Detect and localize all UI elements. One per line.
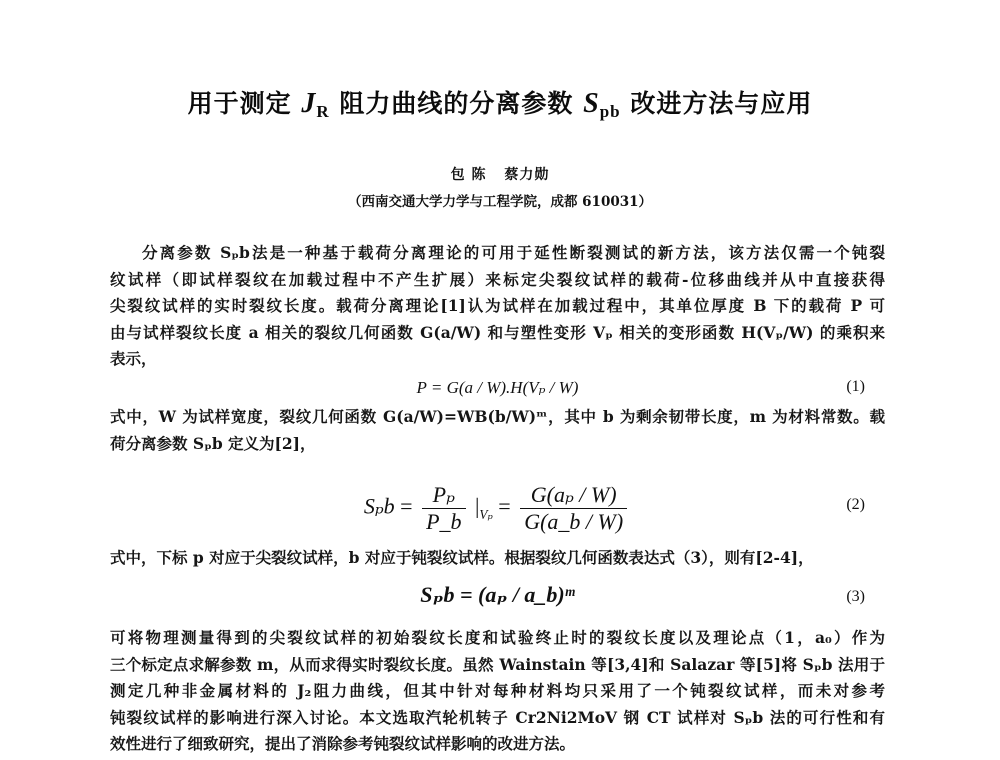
equation-2-fraction-2: $\frac{\text{G(aₚ / W)}}{G(a\_b / W)}$	[520, 482, 627, 535]
paragraph-4-line: 效性进行了细致研究，提出了消除参考钝裂纹试样影响的改进方法。	[110, 734, 576, 753]
paragraph-1-line: 尖裂纹试样的实时裂纹长度。载荷分离理论[1]认为试样在加载过程中，其单位厚度 B 下的载荷 P 可	[110, 296, 885, 315]
authors	[0, 164, 1000, 184]
equation-2-bar-sub: Vₚ	[479, 506, 493, 522]
paragraph-1-line: 由与试样裂纹长度 a 相关的裂纹几何函数 G(a/W) 和与塑性变形 Vₚ 相关的变形函数 H(Vₚ/W) 的乘积来	[110, 322, 885, 342]
paragraph-2-line: 式中，W 为试样宽度，裂纹几何函数 G(a/W)=WB(b/W)ᵐ，其中 b 为剩余韧带长度，m 为材料常数。载	[110, 407, 885, 426]
paragraph-1	[110, 240, 885, 373]
paragraph-4	[110, 625, 885, 758]
equation-3-number: (3)	[846, 588, 865, 605]
author-1: 包 陈	[450, 167, 487, 183]
paragraph-3-line: 式中，下标 p 对应于尖裂纹试样，b 对应于钝裂纹试样。根据裂纹几何函数表达式（3），则有[2-4]，	[110, 548, 814, 567]
equation-2-number: (2)	[846, 496, 865, 513]
paragraph-4-line: 三个标定点求解参数 m，从而求得实时裂纹长度。虽然 Wainstain 等[3,4]和 Salazar 等[5]将 Sₚb 法用于	[110, 654, 885, 674]
paragraph-4-line: 测定几种非金属材料的 J₂阻力曲线，但其中针对每种材料均只采用了一个钝裂纹试样，而未对参考	[110, 681, 885, 700]
title-suffix: 改进方法与应用	[630, 89, 813, 118]
paper-title	[0, 84, 1000, 122]
equation-1-body: P = G(a / W).H(Vₚ / W)	[416, 378, 579, 397]
paragraph-1-line: 纹试样（即试样裂纹在加载过程中不产生扩展）来标定尖裂纹试样的载荷-位移曲线并从中直接获得	[110, 269, 885, 289]
paragraph-4-line: 钝裂纹试样的影响进行深入讨论。本文选取汽轮机转子 Cr2Ni2MoV 钢 CT 试样对 Sₚb 法的可行性和有	[110, 707, 885, 727]
paragraph-2-line: 荷分离参数 Sₚb 定义为[2]，	[110, 433, 316, 453]
equation-1-number: (1)	[846, 378, 865, 395]
paragraph-4-line: 可将物理测量得到的尖裂纹试样的初始裂纹长度和试验终止时的裂纹长度以及理论点（1，a₀）作为	[110, 628, 885, 647]
equation-2-body: Sₚb = $\frac{\text{Pₚ}}{P\_b}$ $|_{V_p}$ = $\frac{\text{G(aₚ / W)}}{G(a\_b / W)}$	[110, 482, 885, 535]
paragraph-1-line: 分离参数 Sₚb法是一种基于载荷分离理论的可用于延性断裂测试的新方法，该方法仅需一个钝裂	[142, 243, 885, 262]
s-symbol: $S_{pb}$	[583, 88, 621, 121]
title-middle: 阻力曲线的分离参数	[339, 89, 574, 118]
equation-2-lhs: Sₚb	[363, 493, 395, 519]
author-2: 蔡力勋	[504, 167, 550, 183]
paragraph-3	[110, 545, 885, 572]
equation-2	[110, 478, 885, 544]
equation-3	[110, 582, 885, 618]
equation-3-body: Sₚb = (aₚ / a_b)ᵐ	[420, 582, 575, 607]
title-prefix: 用于测定	[187, 89, 292, 118]
affiliation: （西南交通大学力学与工程学院，成都 610031）	[347, 194, 653, 210]
paragraph-2	[110, 404, 885, 457]
equation-2-fraction-1: $\frac{\text{Pₚ}}{P\_b}$	[422, 482, 465, 535]
j-symbol: $J_R$	[301, 88, 330, 121]
paragraph-1-line: 表示，	[110, 349, 157, 368]
